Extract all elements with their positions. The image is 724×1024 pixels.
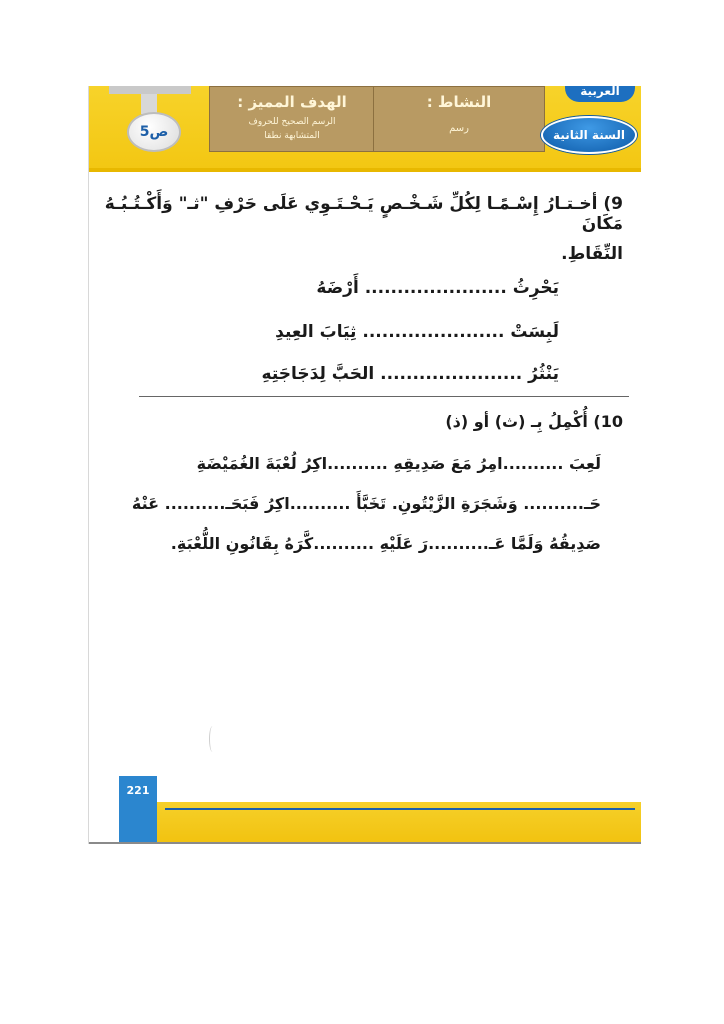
question-9-title-continued: النِّقَاطِ.: [561, 244, 623, 264]
row-verb: لَبِسَتْ: [510, 322, 559, 342]
question-9-row: [99, 322, 559, 342]
key-stem-decoration: [141, 94, 157, 114]
worksheet-page: [88, 86, 641, 844]
goal-line2: المتشابهة نطقا: [264, 131, 320, 141]
activity-value: رسم: [449, 123, 469, 134]
row-object: أَرْضَهُ: [316, 278, 359, 298]
subject-label: العربية: [565, 86, 635, 102]
section-divider: [139, 396, 629, 397]
page-bottom-edge: [89, 842, 641, 844]
question-10-line: صَدِيقُهُ وَلَمَّا عَـ..........رَ عَلَيْهِ ..........كَّرَهُ بِقَانُونِ اللُّعْبَةِ.: [170, 534, 601, 553]
header-border: [89, 168, 641, 172]
question-10-title: 10) أُكْمِلُ بِـ (ث) أو (ذ): [445, 412, 623, 431]
row-object: ثِيَابَ العِيدِ: [275, 322, 357, 342]
scan-artifact: [209, 726, 216, 752]
goal-line1: الرسم الصحيح للحروف: [248, 117, 336, 127]
activity-box: [373, 86, 545, 152]
key-decoration: [109, 86, 191, 94]
question-10-line: حَـ.......... وَشَجَرَةِ الزَّيْتُونِ. تَخَبَّأَ ..........اكِرُ فَبَحَـ.......... عَنْهُ: [131, 494, 601, 513]
goal-box: [209, 86, 375, 152]
page-header: [89, 86, 641, 168]
question-9-row: [99, 364, 559, 384]
footer-rule: [165, 808, 635, 810]
answer-dots: ......................: [364, 278, 507, 298]
answer-dots: ......................: [380, 364, 523, 384]
row-object: الحَبَّ لِدَجَاجَتِهِ: [261, 364, 375, 384]
goal-title: الهدف المميز :: [237, 93, 347, 111]
row-verb: يَحْرِثُ: [512, 278, 559, 298]
activity-title: النشاط :: [426, 93, 492, 111]
question-9-title: 9) أخـتـارُ إِسْـمًـا لِكُلِّ شَـخْـصٍ يَـحْـتَـوِي عَلَى حَرْفِ "ثـ" وَأَكْـتُـبُـهُ مَكَانَ: [104, 194, 623, 234]
page-number: 221: [126, 784, 150, 797]
lesson-badge: 5ص: [127, 112, 181, 152]
question-10-line: لَعِبَ ..........امِرُ مَعَ صَدِيقِهِ ..........اكِرُ لُعْبَةَ الغُمَيْضَةِ: [196, 454, 601, 473]
year-badge: السنة الثانية: [541, 116, 637, 154]
row-verb: يَنْثُرُ: [528, 364, 559, 384]
question-9-row: [99, 278, 559, 298]
answer-dots: ......................: [362, 322, 505, 342]
